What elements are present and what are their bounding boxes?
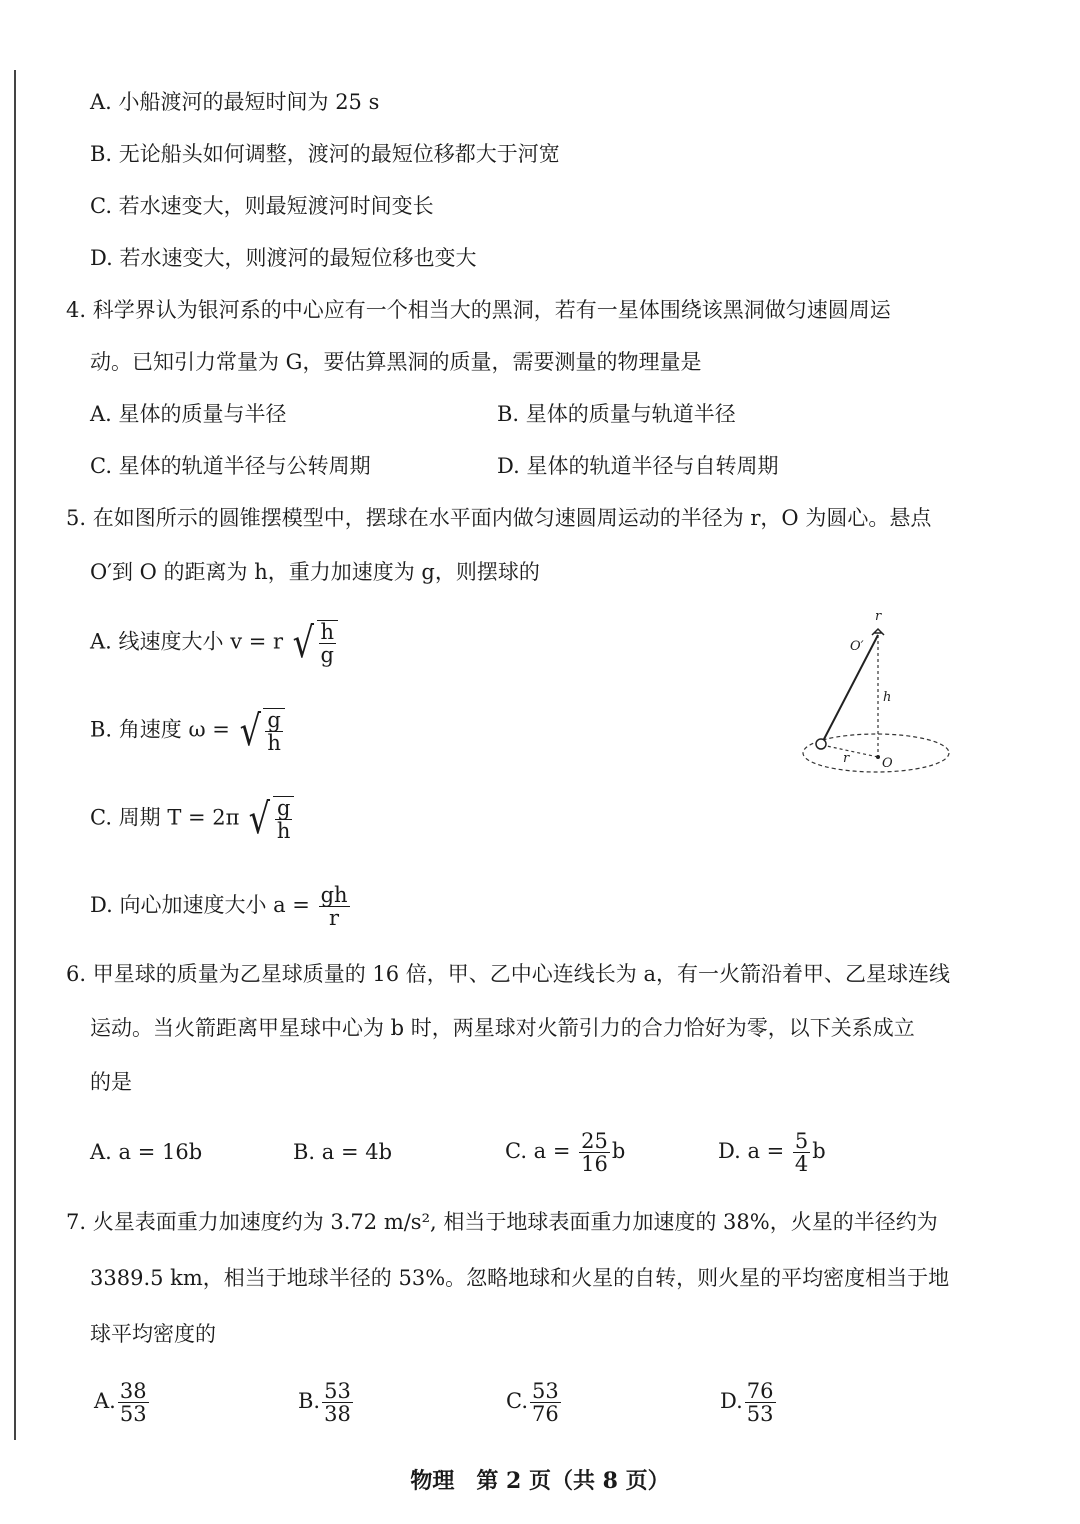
q5-option-d: D. 向心加速度大小 a = $\frac{gh}{r}$ [90, 883, 348, 931]
q4-option-d: D. 星体的轨道半径与自转周期 [497, 454, 779, 478]
sqrt-symbol: √ $\frac{g}{h}$ [246, 796, 294, 842]
page-margin-line [14, 70, 16, 1440]
q4-option-b: B. 星体的质量与轨道半径 [497, 402, 736, 426]
label-h: h [883, 690, 892, 705]
sqrt-symbol: √ $\frac{h}{g}$ [290, 620, 338, 666]
q4-stem-line1: 4. 科学界认为银河系的中心应有一个相当大的黑洞，若有一星体围绕该黑洞做匀速圆周运 [66, 298, 891, 322]
q5-option-a [90, 620, 338, 666]
q6-option-d: D. a = $\frac{5}{4}$ b [718, 1129, 826, 1177]
q3-option-c: C. 若水速变大，则最短渡河时间变长 [90, 194, 434, 218]
q5-option-a-prefix: A. 线速度大小 v = r [90, 629, 284, 654]
label-top-r: r [875, 609, 882, 624]
circular-path [803, 734, 949, 772]
label-radius: r [843, 751, 850, 766]
q4-stem-line2: 动。已知引力常量为 G，要估算黑洞的质量，需要测量的物理量是 [90, 350, 702, 374]
q6-stem-line1: 6. 甲星球的质量为乙星球质量的 16 倍，甲、乙中心连线长为 a，有一火箭沿着甲、乙星球连线 [66, 962, 950, 986]
page-footer: 物理 第 2 页（共 8 页） [410, 1468, 670, 1494]
radius-line [822, 745, 878, 757]
q7-option-d: D. $\frac{76}{53}$ [720, 1379, 774, 1427]
label-center-o: O [882, 756, 893, 771]
q6-option-b: B. a = 4b [293, 1140, 393, 1164]
q6-stem-line3: 的是 [90, 1070, 132, 1094]
label-pivot: O′ [850, 639, 864, 654]
pendulum-bob [816, 739, 826, 749]
q5-option-c [90, 796, 294, 842]
q5-stem-line2: O′到 O 的距离为 h，重力加速度为 g，则摆球的 [90, 560, 540, 584]
center-point [876, 755, 880, 759]
q3-option-b: B. 无论船头如何调整，渡河的最短位移都大于河宽 [90, 142, 560, 166]
q7-option-b: B. $\frac{53}{38}$ [298, 1379, 351, 1427]
q6-option-a: A. a = 16b [90, 1140, 203, 1164]
q5-option-d-prefix: D. 向心加速度大小 a = [90, 893, 310, 918]
q4-option-c: C. 星体的轨道半径与公转周期 [90, 454, 371, 478]
q5-stem-line1: 5. 在如图所示的圆锥摆模型中，摆球在水平面内做匀速圆周运动的半径为 r，O 为圆心。悬点 [66, 506, 932, 530]
q7-option-a: A. $\frac{38}{53}$ [94, 1379, 147, 1427]
pivot-support [872, 629, 884, 635]
q5-option-b-prefix: B. 角速度 ω = [90, 717, 230, 742]
q7-stem-line1: 7. 火星表面重力加速度约为 3.72 m/s², 相当于地球表面重力加速度的 38%，火星的半径约为 [66, 1210, 938, 1234]
q7-stem-line3: 球平均密度的 [90, 1322, 216, 1346]
q6-option-c: C. a = $\frac{25}{16}$ b [505, 1129, 626, 1177]
q7-stem-line2: 3389.5 km，相当于地球半径的 53%。忽略地球和火星的自转，则火星的平均密度相当于地 [90, 1266, 950, 1290]
q7-option-c: C. $\frac{53}{76}$ [506, 1379, 559, 1427]
q3-option-d: D. 若水速变大，则渡河的最短位移也变大 [90, 246, 477, 270]
conical-pendulum-diagram [790, 605, 970, 785]
sqrt-symbol: √ $\frac{g}{h}$ [237, 708, 285, 754]
q5-option-c-prefix: C. 周期 T = 2π [90, 805, 240, 830]
q4-option-a: A. 星体的质量与半径 [90, 402, 287, 426]
q6-stem-line2: 运动。当火箭距离甲星球中心为 b 时，两星球对火箭引力的合力恰好为零，以下关系成立 [90, 1016, 915, 1040]
q3-option-a: A. 小船渡河的最短时间为 25 s [90, 90, 380, 114]
q5-option-b [90, 708, 285, 754]
